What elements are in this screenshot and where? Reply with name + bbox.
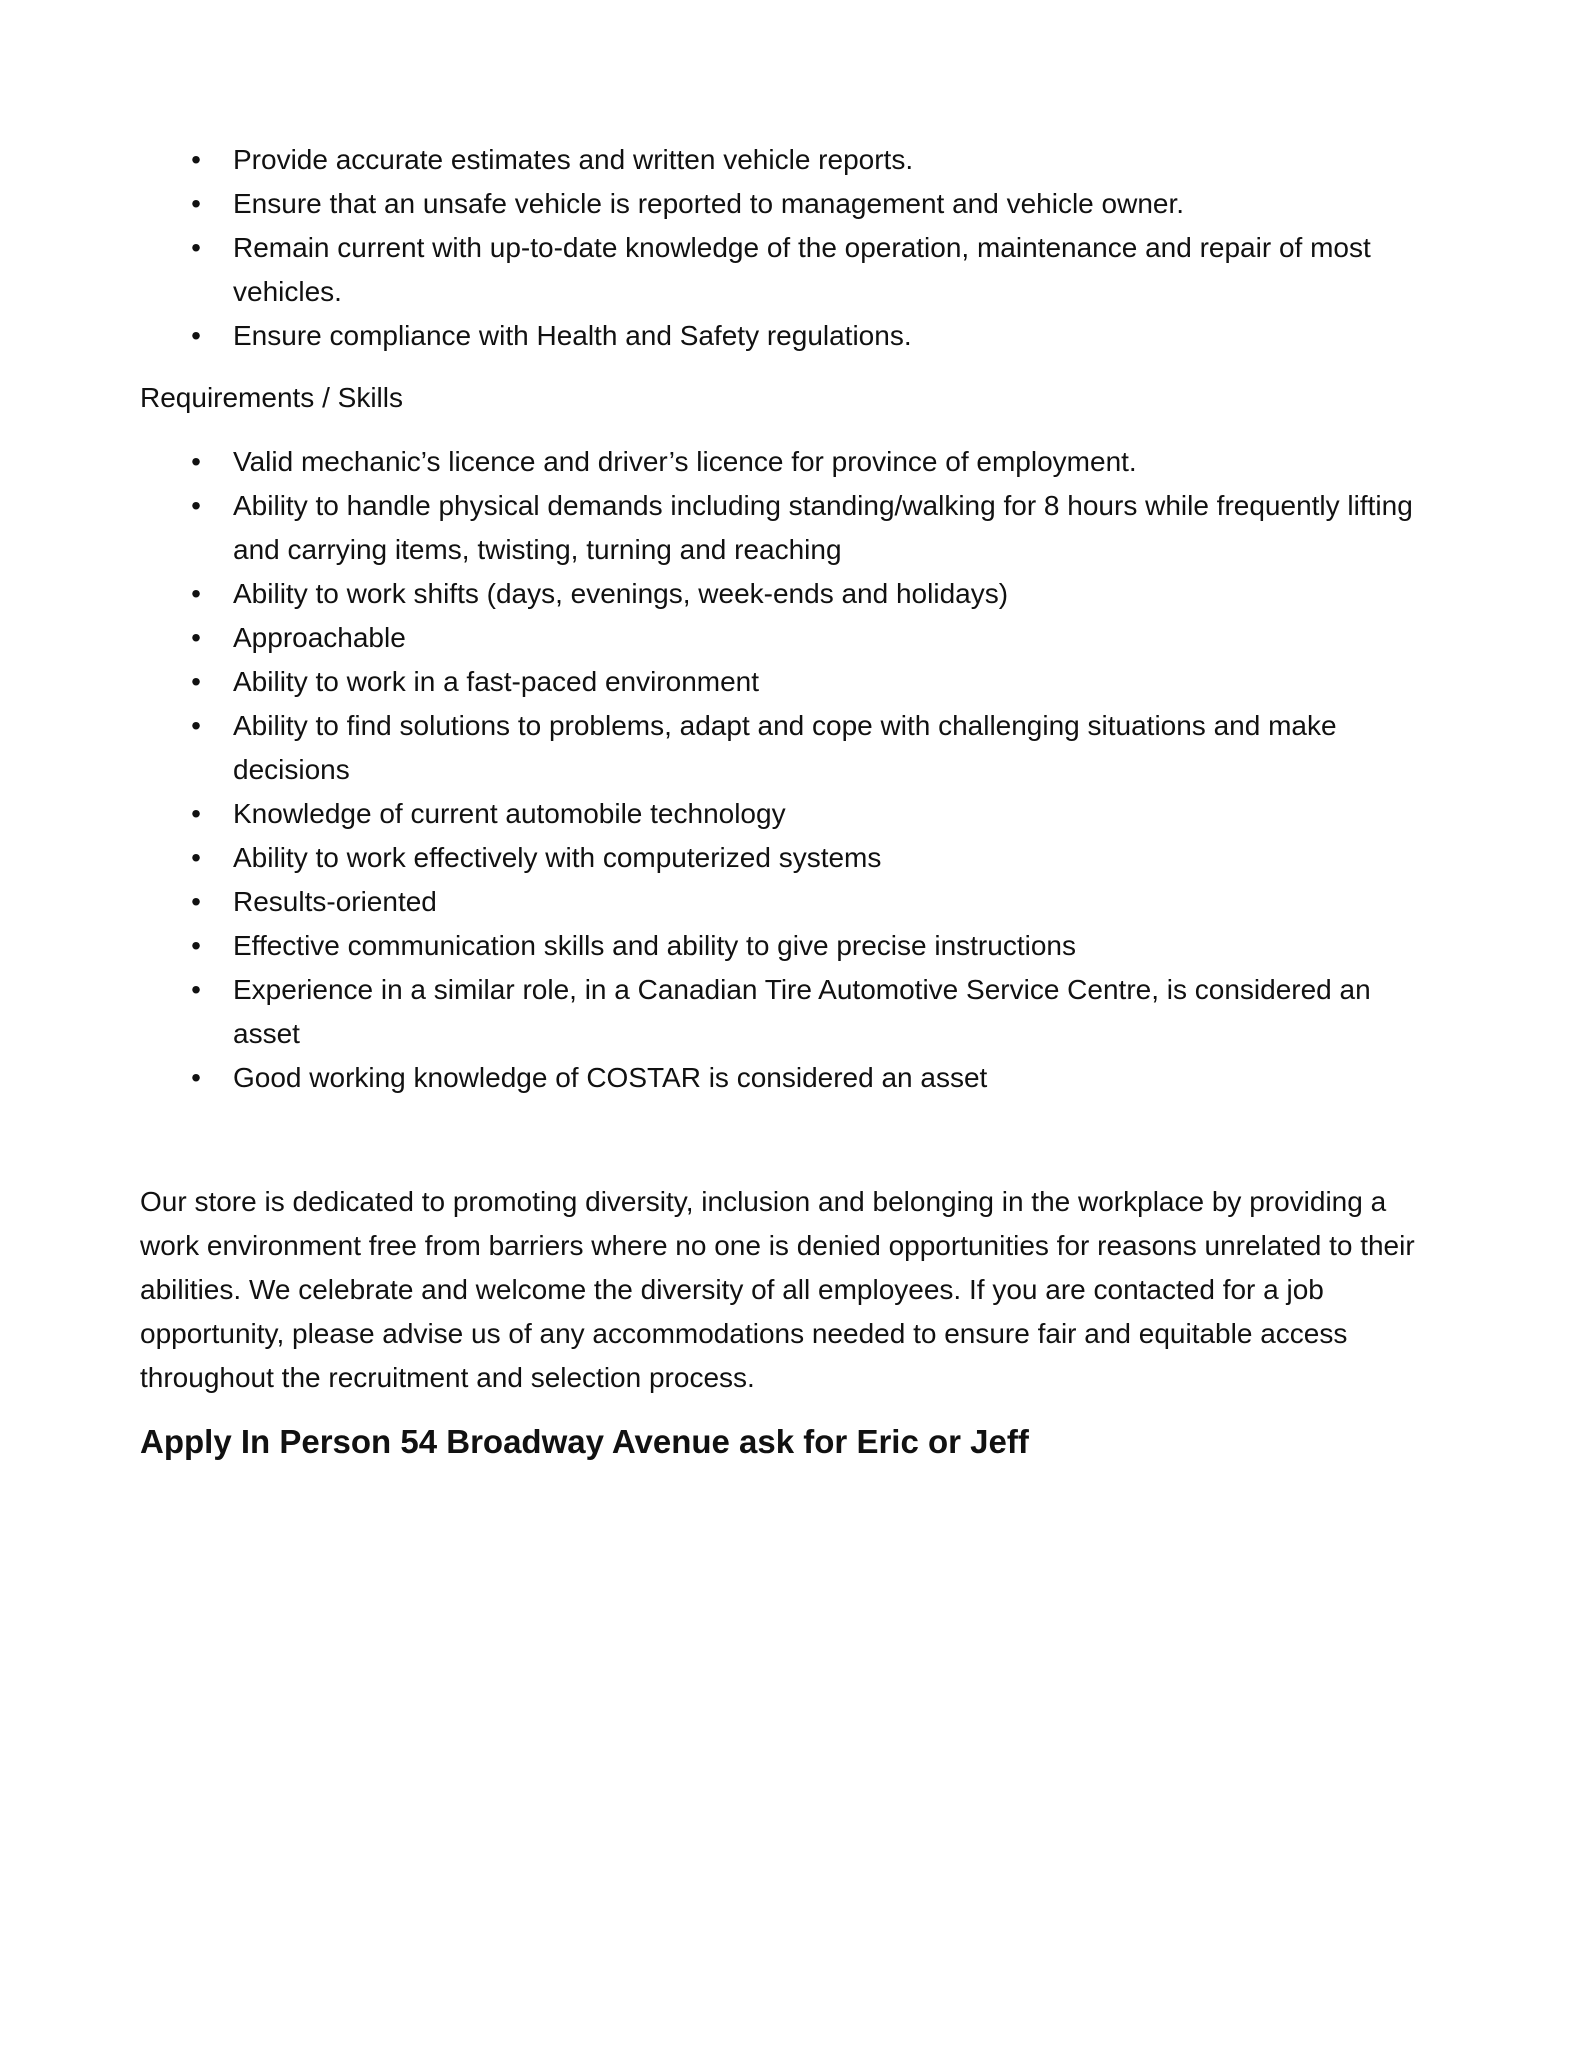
bullet-icon: •: [191, 320, 201, 351]
duties-list: [140, 138, 1440, 358]
list-item: [140, 792, 1440, 836]
bullet-icon: •: [191, 886, 201, 917]
list-item-text: Ability to work in a fast-paced environment: [233, 666, 760, 697]
list-item: [140, 226, 1440, 314]
list-item-text: Valid mechanic’s licence and driver’s licence for province of employment.: [233, 446, 1137, 477]
list-item: [140, 704, 1440, 792]
list-item: [140, 182, 1440, 226]
list-item-text: Provide accurate estimates and written vehicle reports.: [233, 144, 914, 175]
bullet-icon: •: [191, 490, 201, 521]
list-item: [140, 572, 1440, 616]
document-page: [140, 138, 1440, 1464]
requirements-list: [140, 440, 1440, 1100]
bullet-icon: •: [191, 842, 201, 873]
list-item-text: Remain current with up-to-date knowledge of the operation, maintenance and repair of most vehicles.: [233, 232, 1371, 307]
list-item: [140, 314, 1440, 358]
requirements-heading: Requirements / Skills: [140, 382, 403, 413]
list-item-text: Effective communication skills and ability to give precise instructions: [233, 930, 1076, 961]
list-item: [140, 880, 1440, 924]
list-item: [140, 1056, 1440, 1100]
list-item-text: Knowledge of current automobile technology: [233, 798, 786, 829]
list-item: [140, 138, 1440, 182]
apply-instructions: Apply In Person 54 Broadway Avenue ask for Eric or Jeff: [140, 1423, 1029, 1460]
list-item: [140, 660, 1440, 704]
bullet-icon: •: [191, 930, 201, 961]
list-item-text: Ensure that an unsafe vehicle is reported to management and vehicle owner.: [233, 188, 1185, 219]
list-item-text: Results-oriented: [233, 886, 437, 917]
list-item-text: Ensure compliance with Health and Safety regulations.: [233, 320, 912, 351]
bullet-icon: •: [191, 446, 201, 477]
bullet-icon: •: [191, 578, 201, 609]
list-item: [140, 836, 1440, 880]
bullet-icon: •: [191, 188, 201, 219]
bullet-icon: •: [191, 232, 201, 263]
list-item: [140, 616, 1440, 660]
list-item-text: Approachable: [233, 622, 406, 653]
bullet-icon: •: [191, 1062, 201, 1093]
diversity-paragraph: Our store is dedicated to promoting diversity, inclusion and belonging in the workplace by providing a work environment free from barriers where no one is denied opportunities for reasons unrelated to their abilities. We celebrate and welcome the diversity of all employees. If you are contacted for a job opportunity, please advise us of any accommodations needed to ensure fair and equitable access throughout the recruitment and selection process.: [140, 1186, 1415, 1393]
bullet-icon: •: [191, 974, 201, 1005]
bullet-icon: •: [191, 144, 201, 175]
list-item: [140, 484, 1440, 572]
list-item-text: Ability to work shifts (days, evenings, week-ends and holidays): [233, 578, 1009, 609]
bullet-icon: •: [191, 710, 201, 741]
list-item: [140, 924, 1440, 968]
list-item-text: Ability to find solutions to problems, adapt and cope with challenging situations and make decisions: [233, 710, 1337, 785]
list-item-text: Ability to work effectively with computerized systems: [233, 842, 882, 873]
list-item-text: Experience in a similar role, in a Canadian Tire Automotive Service Centre, is considered an asset: [233, 974, 1371, 1049]
bullet-icon: •: [191, 666, 201, 697]
list-item: [140, 440, 1440, 484]
bullet-icon: •: [191, 622, 201, 653]
list-item-text: Good working knowledge of COSTAR is considered an asset: [233, 1062, 988, 1093]
list-item-text: Ability to handle physical demands including standing/walking for 8 hours while frequently lifting and carrying items, twisting, turning and reaching: [233, 490, 1413, 565]
bullet-icon: •: [191, 798, 201, 829]
list-item: [140, 968, 1440, 1056]
